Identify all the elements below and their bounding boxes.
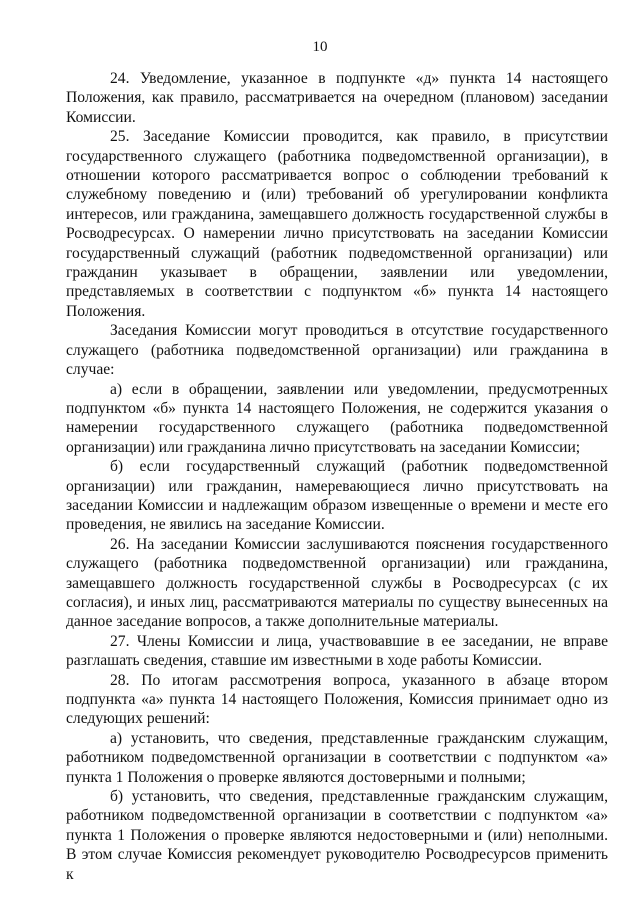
paragraph-24: 24. Уведомление, указанное в подпункте «д» пункта 14 настоящего Положения, как правило, рассматривается на очередном (плановом) заседании Комиссии. — [66, 70, 608, 126]
paragraph-absence-case-b: б) если государственный служащий (работник подведомственной организации) или гражданин, намеревающиеся лично присутствовать на заседании Комиссии и надлежащим образом извещенные о времени и месте его проведения, не явились на заседание Комиссии. — [66, 458, 608, 534]
paragraph-absence-conditions: Заседания Комиссии могут проводиться в отсутствие государственного служащего (работника подведомственной организации) или гражданина в случае: — [66, 322, 608, 379]
paragraph-absence-case-a: а) если в обращении, заявлении или уведомлении, предусмотренных подпунктом «б» пункта 14 настоящего Положения, не содержится указания о намерении государственного служащего (работника подведомственной организации) или гражданина лично присутствовать на заседании Комиссии; — [66, 380, 608, 456]
paragraph-28: 28. По итогам рассмотрения вопроса, указанного в абзаце втором подпункта «а» пункта 14 настоящего Положения, Комиссия принимает одно из следующих решений: — [66, 671, 608, 728]
paragraph-26: 26. На заседании Комиссии заслушиваются пояснения государственного служащего (работника подведомственной организации) или гражданина, замещавшего должность государственной службы в Росводресурсах (с их согласия), и иных лиц, рассматриваются материалы по существу вынесенных на данное заседание вопросов, а также дополнительные материалы. — [66, 535, 608, 631]
paragraph-28-decision-b: б) установить, что сведения, представленные гражданским служащим, работником подведомственной организации в соответствии с подпунктом «а» пункта 1 Положения о проверке являются недостоверными и (или) неполными. В этом случае Комиссия рекомендует руководителю Росводресурсов применить к — [66, 788, 608, 883]
paragraph-25: 25. Заседание Комиссии проводится, как правило, в присутствии государственного служащего (работника подведомственной организации), в отношении которого рассматривается вопрос о соблюдении требований к служебному поведению и (или) требований об урегулировании конфликта интересов, или гражданина, замещавшего должность государственной службы в Росводресурсах. О намерении лично присутствовать на заседании Комиссии государственный служащий (работник подведомственной организации) или гражданин указывает в обращении, заявлении или уведомлении, представляемых в соответствии с подпунктом «б» пункта 14 настоящего Положения. — [66, 128, 608, 320]
paragraph-28-decision-a: а) установить, что сведения, представленные гражданским служащим, работником подведомственной организации в соответствии с подпунктом «а» пункта 1 Положения о проверке являются достоверными и полными; — [66, 729, 608, 786]
page-number: 10 — [312, 39, 328, 55]
document-body — [66, 69, 608, 884]
paragraph-27: 27. Члены Комиссии и лица, участвовавшие в ее заседании, не вправе разглашать сведения, ставшие им известными в ходе работы Комиссии. — [66, 632, 608, 670]
